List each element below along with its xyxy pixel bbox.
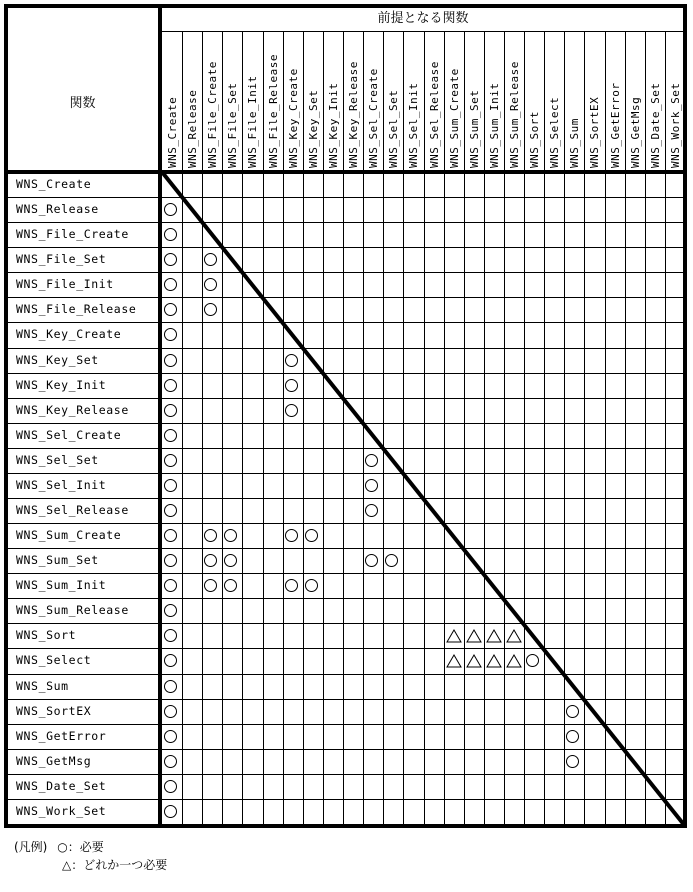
row-divider (4, 222, 687, 223)
circle-icon (164, 228, 177, 241)
row-label: WNS_Sum_Init (16, 578, 107, 592)
required-mark (283, 398, 303, 423)
column-header (544, 32, 564, 170)
required-mark (363, 473, 383, 498)
column-header-label: WNS_GetMsg (629, 96, 642, 168)
circle-legend-text: ：必要 (67, 840, 104, 854)
row-divider (4, 648, 687, 649)
column-header (625, 32, 645, 170)
row-label: WNS_Work_Set (16, 804, 107, 818)
circle-icon (164, 554, 177, 567)
header-divider (4, 170, 687, 174)
required-mark (162, 473, 182, 498)
column-divider (263, 31, 264, 826)
row-divider (4, 724, 687, 725)
required-mark (222, 548, 242, 573)
circle-icon (164, 253, 177, 266)
circle-icon (526, 654, 539, 667)
triangle-legend-text: ：どれか一つ必要 (71, 858, 168, 872)
circle-icon (204, 529, 217, 542)
row-label: WNS_GetMsg (16, 754, 92, 768)
column-header (665, 32, 685, 170)
required-mark (162, 598, 182, 623)
required-mark (162, 398, 182, 423)
required-mark (162, 648, 182, 673)
legend-line-1 (14, 838, 104, 855)
row-label: WNS_Release (16, 202, 99, 216)
column-divider (645, 31, 646, 826)
row-divider (4, 348, 687, 349)
circle-icon (204, 253, 217, 266)
required-mark (162, 448, 182, 473)
column-header (323, 32, 343, 170)
column-header-label: WNS_Sort (528, 111, 541, 168)
required-mark (162, 523, 182, 548)
column-header-label: WNS_Sum (568, 118, 581, 168)
required-mark (303, 523, 323, 548)
circle-icon (164, 278, 177, 291)
column-header-label: WNS_File_Init (246, 75, 259, 168)
one-of-mark (444, 623, 464, 648)
required-mark (222, 573, 242, 598)
row-label: WNS_Select (16, 653, 92, 667)
column-header-label: WNS_File_Create (206, 61, 219, 168)
column-header-label: WNS_Key_Init (327, 82, 340, 168)
circle-icon (224, 529, 237, 542)
row-label: WNS_Sum_Release (16, 603, 129, 617)
column-divider (444, 31, 445, 826)
column-header-label: WNS_Key_Create (287, 68, 300, 168)
required-mark (162, 573, 182, 598)
row-label: WNS_Date_Set (16, 779, 107, 793)
row-label: WNS_Sel_Init (16, 478, 107, 492)
required-mark (524, 648, 544, 673)
circle-icon (164, 529, 177, 542)
column-header-label: WNS_SortEX (588, 96, 601, 168)
triangle-icon (466, 629, 482, 643)
row-divider (4, 322, 687, 323)
circle-icon (204, 554, 217, 567)
column-header-label: WNS_Date_Set (649, 82, 662, 168)
circle-legend-icon: ○ (57, 840, 68, 854)
column-divider (625, 31, 626, 826)
right-border (683, 4, 687, 828)
column-divider (584, 31, 585, 826)
row-label: WNS_Key_Release (16, 403, 129, 417)
row-label: WNS_Sort (16, 628, 77, 642)
circle-icon (164, 730, 177, 743)
column-divider (323, 31, 324, 826)
column-header (222, 32, 242, 170)
column-divider (424, 31, 425, 826)
circle-icon (566, 755, 579, 768)
row-divider (4, 473, 687, 474)
circle-icon (164, 203, 177, 216)
column-divider (605, 31, 606, 826)
required-mark (162, 674, 182, 699)
required-mark (202, 272, 222, 297)
circle-icon (305, 579, 318, 592)
row-divider (4, 799, 687, 800)
prerequisite-functions-title: 前提となる関数 (377, 11, 469, 26)
column-header (343, 32, 363, 170)
circle-icon (204, 278, 217, 291)
column-header-label: WNS_Sel_Init (407, 82, 420, 168)
circle-icon (164, 755, 177, 768)
circle-icon (365, 479, 378, 492)
row-divider (4, 623, 687, 624)
row-divider (4, 297, 687, 298)
column-header-label: WNS_Sum_Create (448, 68, 461, 168)
column-divider (464, 31, 465, 826)
legend-line-2 (62, 856, 167, 873)
required-mark (363, 548, 383, 573)
required-mark (162, 799, 182, 824)
circle-icon (285, 354, 298, 367)
row-divider (4, 573, 687, 574)
required-mark (283, 573, 303, 598)
row-divider (4, 674, 687, 675)
triangle-legend-icon: △ (62, 858, 72, 872)
column-header-label: WNS_Release (186, 89, 199, 168)
circle-icon (566, 705, 579, 718)
circle-icon (164, 654, 177, 667)
column-divider (242, 31, 243, 826)
row-divider (4, 774, 687, 775)
column-divider (303, 31, 304, 826)
circle-icon (164, 705, 177, 718)
circle-icon (385, 554, 398, 567)
required-mark (162, 247, 182, 272)
circle-icon (365, 454, 378, 467)
circle-icon (305, 529, 318, 542)
column-header-label: WNS_Sel_Release (428, 61, 441, 168)
row-divider (4, 699, 687, 700)
column-header (605, 32, 625, 170)
one-of-mark (484, 623, 504, 648)
required-mark (162, 548, 182, 573)
one-of-mark (444, 648, 464, 673)
circle-icon (164, 404, 177, 417)
column-header-label: WNS_Sum_Init (488, 82, 501, 168)
column-divider (283, 31, 284, 826)
triangle-icon (466, 654, 482, 668)
required-mark (162, 498, 182, 523)
row-label: WNS_Key_Set (16, 353, 99, 367)
required-mark (162, 322, 182, 347)
circle-icon (164, 429, 177, 442)
column-header-label: WNS_Select (548, 96, 561, 168)
column-header (424, 32, 444, 170)
circle-icon (164, 328, 177, 341)
row-label: WNS_Sum (16, 679, 69, 693)
top-border (4, 4, 687, 8)
triangle-icon (446, 629, 462, 643)
row-label: WNS_File_Create (16, 227, 129, 241)
column-header (383, 32, 403, 170)
column-header (464, 32, 484, 170)
required-mark (202, 523, 222, 548)
required-mark (303, 573, 323, 598)
row-divider (4, 598, 687, 599)
circle-icon (164, 504, 177, 517)
circle-icon (285, 529, 298, 542)
row-label: WNS_Sel_Create (16, 428, 122, 442)
legend-prefix: (凡例) (14, 840, 48, 854)
circle-icon (164, 579, 177, 592)
row-label: WNS_File_Init (16, 277, 114, 291)
column-divider (182, 31, 183, 826)
required-mark (162, 297, 182, 322)
triangle-icon (486, 629, 502, 643)
circle-icon (164, 303, 177, 316)
column-header-label: WNS_Work_Set (669, 82, 682, 168)
column-header (524, 32, 544, 170)
circle-icon (285, 579, 298, 592)
column-header-label: WNS_Key_Set (307, 89, 320, 168)
row-divider (4, 448, 687, 449)
column-divider (222, 31, 223, 826)
column-divider (202, 31, 203, 826)
circle-icon (285, 379, 298, 392)
required-mark (202, 297, 222, 322)
row-divider (4, 423, 687, 424)
required-mark (363, 498, 383, 523)
column-header-label: WNS_Key_Release (347, 61, 360, 168)
circle-icon (164, 780, 177, 793)
row-divider (4, 498, 687, 499)
bottom-border (4, 824, 687, 828)
required-mark (162, 623, 182, 648)
one-of-mark (504, 648, 524, 673)
column-header (564, 32, 584, 170)
column-header (645, 32, 665, 170)
row-label: WNS_Sum_Create (16, 528, 122, 542)
column-header (242, 32, 262, 170)
column-header (584, 32, 604, 170)
circle-icon (164, 805, 177, 818)
required-mark (564, 724, 584, 749)
circle-icon (164, 604, 177, 617)
column-divider (504, 31, 505, 826)
triangle-icon (506, 629, 522, 643)
one-of-mark (464, 623, 484, 648)
column-header-label: WNS_GetError (609, 82, 622, 168)
circle-icon (164, 354, 177, 367)
row-label: WNS_File_Set (16, 252, 107, 266)
column-divider (343, 31, 344, 826)
column-divider (403, 31, 404, 826)
circle-icon (164, 629, 177, 642)
column-header-label: WNS_Sel_Create (367, 68, 380, 168)
row-label: WNS_Sum_Set (16, 553, 99, 567)
required-mark (202, 548, 222, 573)
one-of-mark (464, 648, 484, 673)
row-label: WNS_Key_Create (16, 327, 122, 341)
circle-icon (164, 680, 177, 693)
column-header-label: WNS_File_Release (267, 54, 280, 168)
required-mark (564, 699, 584, 724)
circle-icon (164, 454, 177, 467)
required-mark (283, 373, 303, 398)
required-mark (162, 724, 182, 749)
column-divider (665, 31, 666, 826)
required-mark (162, 222, 182, 247)
column-header-label: WNS_Sel_Set (387, 89, 400, 168)
column-divider (363, 31, 364, 826)
required-mark (363, 448, 383, 473)
required-mark (162, 272, 182, 297)
column-header-label: WNS_Sum_Release (508, 61, 521, 168)
required-mark (202, 573, 222, 598)
required-mark (162, 197, 182, 222)
one-of-mark (504, 623, 524, 648)
circle-icon (365, 504, 378, 517)
circle-icon (204, 579, 217, 592)
required-mark (162, 423, 182, 448)
required-mark (222, 523, 242, 548)
required-mark (283, 523, 303, 548)
row-label: WNS_GetError (16, 729, 107, 743)
column-header (303, 32, 323, 170)
required-mark (202, 247, 222, 272)
required-mark (564, 749, 584, 774)
required-mark (383, 548, 403, 573)
row-divider (4, 398, 687, 399)
circle-icon (224, 579, 237, 592)
column-header (504, 32, 524, 170)
required-mark (283, 348, 303, 373)
column-header (202, 32, 222, 170)
column-divider (544, 31, 545, 826)
function-column-header: 関数 (69, 95, 96, 111)
required-mark (162, 699, 182, 724)
left-border (4, 4, 8, 828)
required-mark (162, 749, 182, 774)
row-divider (4, 373, 687, 374)
triangle-icon (506, 654, 522, 668)
column-divider (484, 31, 485, 826)
row-label: WNS_Sel_Set (16, 453, 99, 467)
triangle-icon (446, 654, 462, 668)
required-mark (162, 348, 182, 373)
circle-icon (365, 554, 378, 567)
required-mark (162, 373, 182, 398)
row-divider (4, 749, 687, 750)
row-label: WNS_File_Release (16, 302, 137, 316)
column-divider (383, 31, 384, 826)
column-header-label: WNS_Sum_Set (468, 89, 481, 168)
row-divider (4, 548, 687, 549)
column-header (283, 32, 303, 170)
one-of-mark (484, 648, 504, 673)
column-header (403, 32, 423, 170)
row-divider (4, 247, 687, 248)
circle-icon (164, 479, 177, 492)
circle-icon (164, 379, 177, 392)
column-divider (524, 31, 525, 826)
column-header-label: WNS_File_Set (226, 82, 239, 168)
row-divider (4, 272, 687, 273)
column-header (162, 32, 182, 170)
row-divider (4, 197, 687, 198)
column-header (263, 32, 283, 170)
row-divider (4, 523, 687, 524)
required-mark (162, 774, 182, 799)
circle-icon (285, 404, 298, 417)
column-header-label: WNS_Create (166, 96, 179, 168)
circle-icon (566, 730, 579, 743)
row-label: WNS_SortEX (16, 704, 92, 718)
column-header (444, 32, 464, 170)
row-label: WNS_Key_Init (16, 378, 107, 392)
row-label: WNS_Sel_Release (16, 503, 129, 517)
circle-icon (224, 554, 237, 567)
row-label: WNS_Create (16, 177, 92, 191)
column-header (484, 32, 504, 170)
column-header (363, 32, 383, 170)
column-header (182, 32, 202, 170)
triangle-icon (486, 654, 502, 668)
circle-icon (204, 303, 217, 316)
